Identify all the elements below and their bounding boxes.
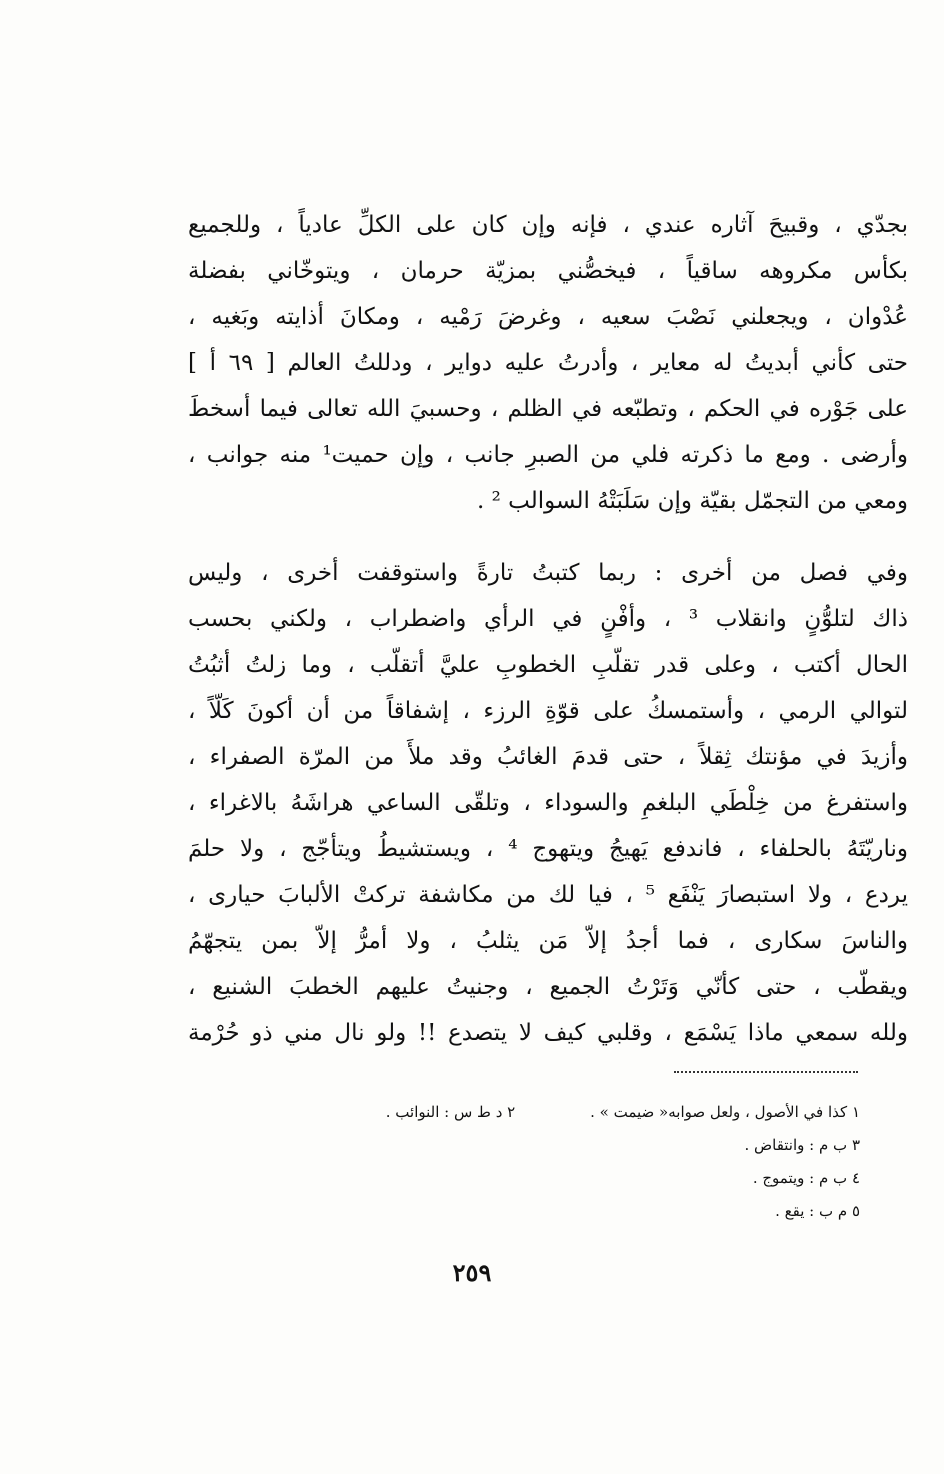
text-line: بجدّي ، وقبيحَ آثاره عندي ، فإنه وإن كان على الكلِّ عادياً ، وللجميع (188, 212, 908, 238)
footnote-3: ٣ ب م : وانتقاض . (744, 1136, 860, 1154)
text-line: يردع ، ولا استبصارَ يَنْفَع ⁵ ، فيا لك من مكاشفة تركتْ الألبابَ حيارى ، (188, 882, 908, 908)
text-line: ولله سمعي ماذا يَسْمَع ، وقلبي كيف لا يتصدع !! ولو نال مني ذو حُرْمة (188, 1020, 908, 1046)
text-line: الحال أكتب ، وعلى قدر تقلّبِ الخطوبِ عليَّ أتقلّب ، وما زلتُ أثبُتُ (188, 652, 908, 678)
text-line: بكأس مكروهه ساقياً ، فيخصُّني بمزيّة حرمان ، ويتوخّاني بفضلة (188, 258, 908, 284)
footnote-4: ٤ ب م : ويتموج . (752, 1169, 860, 1187)
footnote-row (200, 1195, 860, 1228)
footnote-row (200, 1162, 860, 1195)
text-line: ومعي من التجمّل بقيّة وإن سَلَبَتْهُ السوالب ² . (476, 488, 908, 514)
paragraph-2 (188, 550, 908, 1056)
paragraph-1 (188, 202, 908, 524)
text-line: والناسَ سكارى ، فما أجدُ إلاّ مَن يثلبُ ، ولا أمرُّ إلاّ بمن يتجهّمُ (188, 928, 908, 954)
text-line: ذاك لتلوُّنٍ وانقلاب ³ ، وأفْنٍ في الرأي واضطراب ، ولكني بحسب (188, 606, 908, 632)
text-line: وأرضى . ومع ما ذكرته فلي من الصبرِ جانب ، وإن حميت¹ منه جوانب ، (188, 442, 908, 468)
footnote-2: ٢ د ط س : النوائب . (385, 1103, 516, 1121)
footnote-row (200, 1096, 860, 1129)
text-line: على جَوْره في الحكم ، وتطبّعه في الظلم ، وحسبيَ الله تعالى فيما أسخطَ (188, 396, 908, 422)
page-number: ٢٥٩ (452, 1258, 492, 1287)
text-line: عُدْوان ، ويجعلني نَصْبَ سعيه ، وغرضَ رَمْيه ، ومكانَ أذايته وبَغيه ، (188, 304, 908, 330)
text-line: حتى كأني أبديتُ له معاير ، وأدرتُ عليه دواير ، ودللتُ العالم [ ٦٩ أ ] (188, 350, 908, 376)
footnote-5: ٥ م ب : يقع . (775, 1202, 860, 1220)
footnote-separator (674, 1071, 858, 1073)
footnote-1: ١ كذا في الأصول ، ولعل صوابه« ضيمت » . (590, 1103, 860, 1121)
footnotes (200, 1096, 860, 1228)
text-line: وفي فصل من أخرى : ربما كتبتُ تارةً واستوقفت أخرى ، وليس (188, 560, 908, 586)
footnote-row (200, 1129, 860, 1162)
text-line: لتوالي الرمي ، وأستمسكُ على قوّةِ الرزء ، إشفاقاً من أن أكونَ كَلّاً ، (188, 698, 908, 724)
text-line: وأزيدَ في مؤنتك ثِقلاً ، حتى قدمَ الغائبُ وقد ملأَ من المرّة الصفراء ، (188, 744, 908, 770)
text-line: ويقطّب ، حتى كأنّي وَتَرْتُ الجميع ، وجنيتُ عليهم الخطبَ الشنيع ، (188, 974, 908, 1000)
text-line: وناريّتَهُ بالحلفاء ، فاندفع يَهيجُ ويتهوج ⁴ ، ويستشيطُ ويتأجّج ، ولا حلمَ (188, 836, 908, 862)
text-line: واستفرغ من خِلْطَي البلغمِ والسوداء ، وتلقّى الساعي هراشَهُ بالاغراء ، (188, 790, 908, 816)
